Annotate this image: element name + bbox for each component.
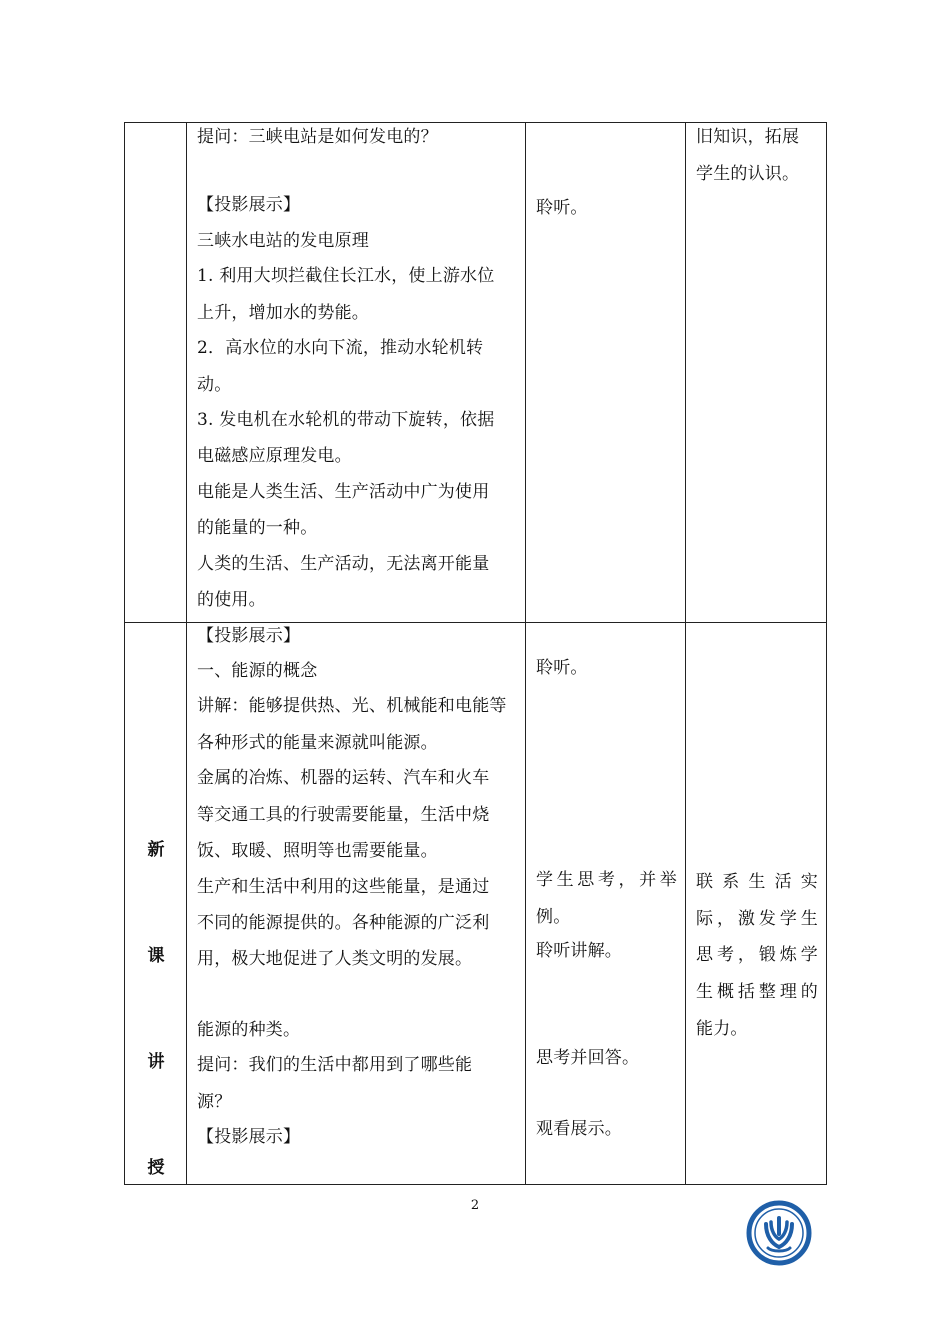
content-line: 的能量的一种。	[197, 518, 318, 538]
content-line: 3. 发电机在水轮机的带动下旋转，依据	[197, 410, 495, 430]
content-line: 动。	[197, 375, 232, 395]
content-line: 不同的能源提供的。各种能源的广泛利	[197, 913, 490, 933]
content-line: 例。	[536, 907, 571, 927]
content-line: 1. 利用大坝拦截住长江水，使上游水位	[197, 266, 495, 286]
content-line: 能源的种类。	[197, 1020, 301, 1040]
student-activity-cell	[526, 123, 686, 623]
content-line: 上升，增加水的势能。	[197, 303, 369, 323]
content-line: 【投影展示】	[197, 1127, 301, 1147]
content-line: 2．高水位的水向下流，推动水轮机转	[197, 338, 484, 358]
content-line: 旧知识，拓展	[696, 127, 800, 147]
content-line: 联系生活实	[696, 872, 818, 892]
teacher-activity-cell	[187, 623, 526, 1185]
content-line: 提问：我们的生活中都用到了哪些能	[197, 1055, 473, 1075]
content-line: 思考并回答。	[536, 1048, 640, 1068]
section-label: 课	[147, 946, 165, 966]
content-line: 【投影展示】	[197, 626, 301, 646]
content-line: 学生的认识。	[696, 164, 800, 184]
content-line: 各种形式的能量来源就叫能源。	[197, 733, 438, 753]
content-line: 聆听讲解。	[536, 941, 622, 961]
design-intent-cell	[686, 123, 827, 623]
design-intent-cell	[686, 623, 827, 1185]
student-activity-cell	[526, 623, 686, 1185]
content-line: 等交通工具的行驶需要能量，生活中烧	[197, 805, 490, 825]
content-line: 生产和生活中利用的这些能量，是通过	[197, 877, 490, 897]
content-line: 生概括整理的	[696, 982, 818, 1002]
content-line: 饭、取暖、照明等也需要能量。	[197, 841, 438, 861]
section-label: 讲	[147, 1052, 165, 1072]
content-line: 电磁感应原理发电。	[197, 446, 352, 466]
content-line: 际，激发学生	[696, 909, 818, 929]
table-row	[125, 623, 827, 1185]
content-line: 能力。	[696, 1019, 748, 1039]
lesson-plan-table	[124, 122, 827, 1185]
page-number: 2	[470, 1198, 480, 1213]
content-line: 一、能源的概念	[197, 661, 318, 681]
content-line: 提问：三峡电站是如何发电的？	[197, 127, 438, 147]
content-line: 聆听。	[536, 198, 588, 218]
content-line: 观看展示。	[536, 1119, 622, 1139]
school-logo-icon	[746, 1200, 812, 1266]
content-line: 用，极大地促进了人类文明的发展。	[197, 949, 473, 969]
content-line: 电能是人类生活、生产活动中广为使用	[197, 482, 490, 502]
content-line: 源？	[197, 1092, 232, 1112]
content-line: 三峡水电站的发电原理	[197, 231, 369, 251]
content-line: 聆听。	[536, 658, 588, 678]
section-cell	[125, 623, 187, 1185]
section-label: 新	[147, 840, 165, 860]
content-line: 的使用。	[197, 590, 266, 610]
content-line: 学生思考，并举	[536, 870, 677, 890]
table-row	[125, 123, 827, 623]
section-label: 授	[147, 1158, 165, 1178]
content-line: 金属的冶炼、机器的运转、汽车和火车	[197, 768, 490, 788]
section-cell	[125, 123, 187, 623]
content-line: 人类的生活、生产活动，无法离开能量	[197, 554, 490, 574]
teacher-activity-cell	[187, 123, 526, 623]
content-line: 【投影展示】	[197, 195, 301, 215]
content-line: 思考，锻炼学	[696, 945, 818, 965]
content-line: 讲解：能够提供热、光、机械能和电能等	[197, 696, 507, 716]
